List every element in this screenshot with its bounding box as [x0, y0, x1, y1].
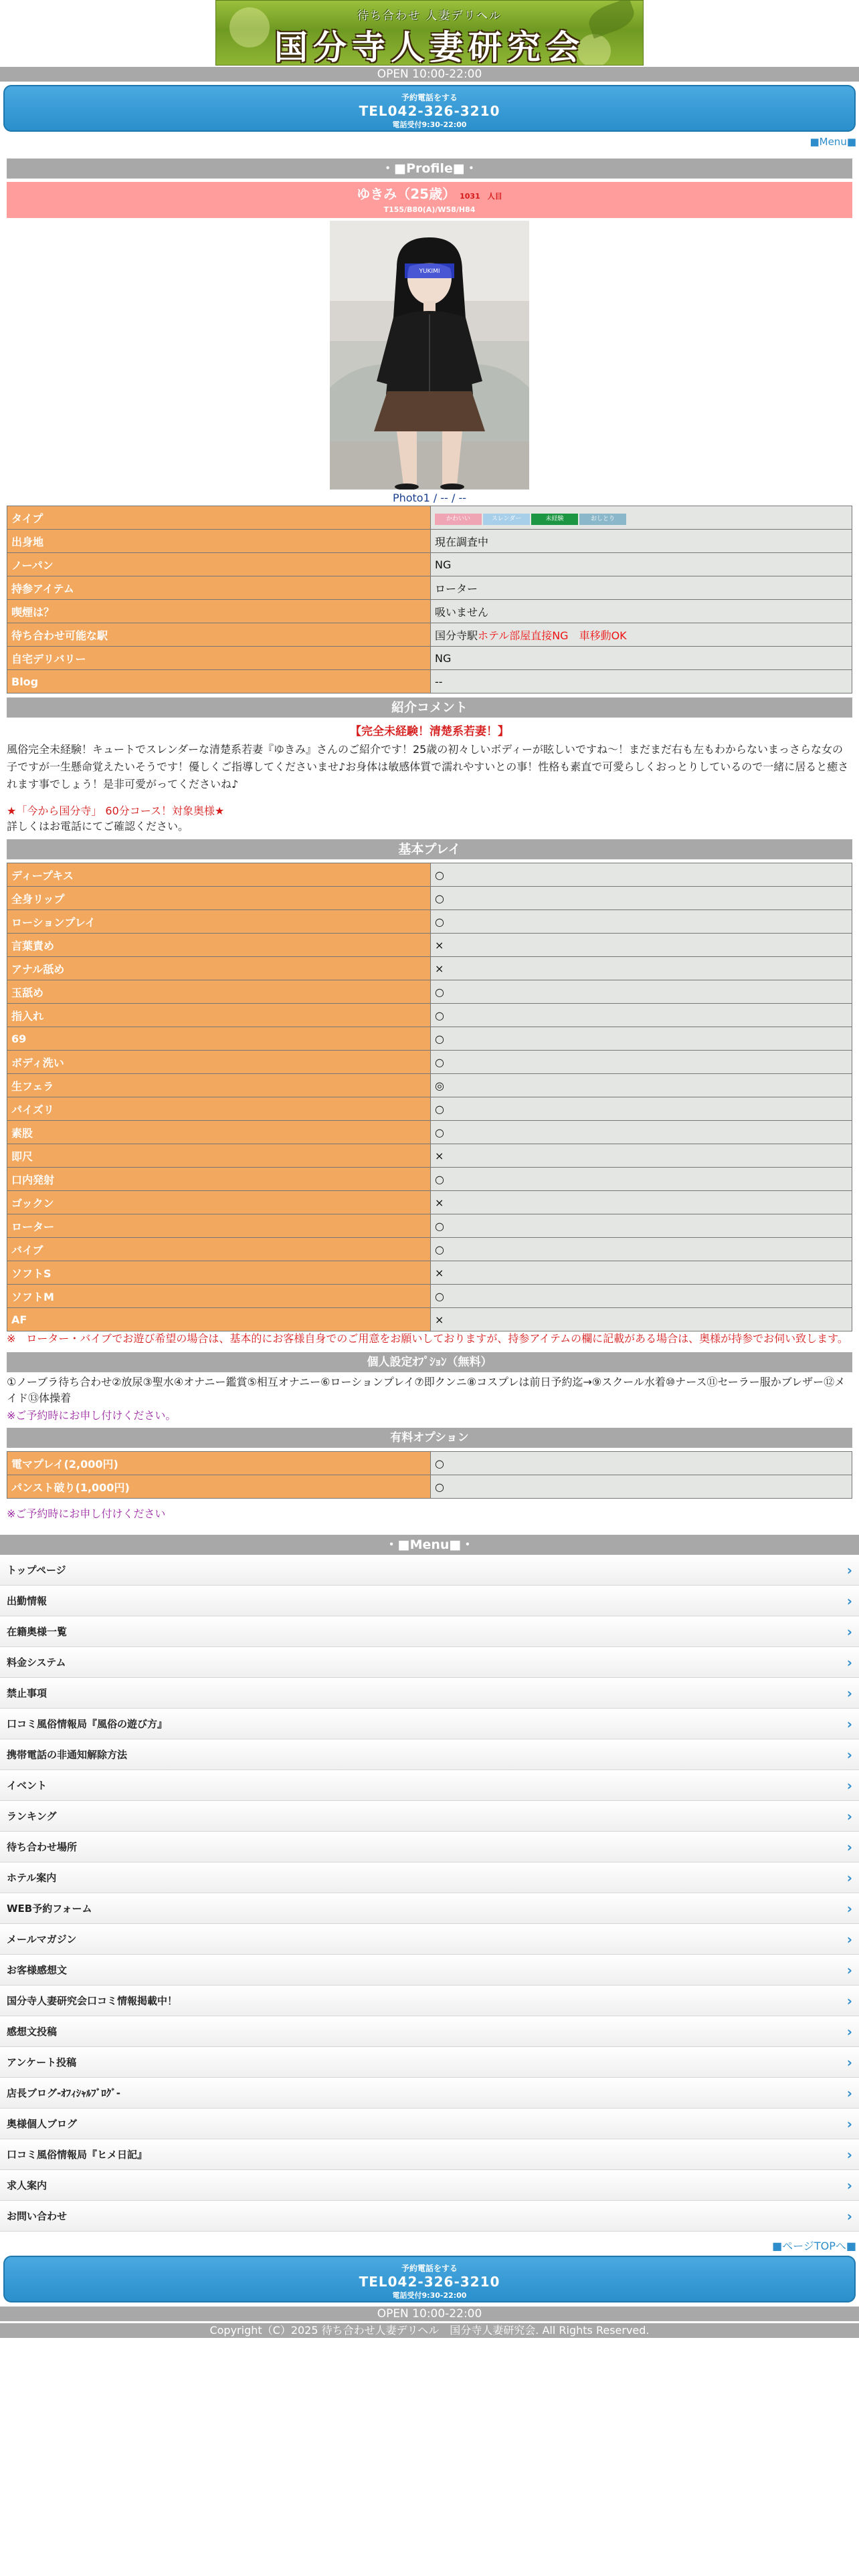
row-value-text: NG [435, 651, 452, 665]
menu-item[interactable] [0, 1586, 859, 1616]
paid-options-header: 有料オプション [7, 1428, 852, 1448]
menu-item-label: ランキング [7, 1810, 57, 1822]
table-row [7, 1191, 852, 1214]
menu-item-label: イベント [7, 1780, 47, 1792]
type-badge: 未経験 [531, 514, 578, 525]
row-value [431, 934, 852, 957]
profile-photo[interactable] [330, 221, 529, 490]
row-value [431, 1051, 852, 1074]
row-label: 出身地 [7, 530, 431, 553]
row-value-text: ○ [435, 1032, 444, 1045]
menu-header: ・■Menu■・ [0, 1535, 859, 1555]
photo-link-3[interactable]: -- [458, 492, 467, 504]
table-row [7, 980, 852, 1004]
row-value-text: 国分寺駅 [435, 629, 478, 642]
chevron-right-icon: › [846, 1562, 852, 1578]
row-value [431, 576, 852, 600]
table-row [7, 1261, 852, 1285]
chevron-right-icon: › [846, 1593, 852, 1609]
row-label: 待ち合わせ可能な駅 [7, 623, 431, 647]
chevron-right-icon: › [846, 2208, 852, 2224]
chevron-right-icon: › [846, 1747, 852, 1763]
row-label: バイブ [7, 1238, 431, 1261]
chevron-right-icon: › [846, 2054, 852, 2070]
row-value-text: × [435, 1149, 444, 1162]
table-row [7, 957, 852, 980]
row-label: パイズリ [7, 1097, 431, 1121]
menu-item-label: 携帯電話の非通知解除方法 [7, 1749, 128, 1761]
chevron-right-icon: › [846, 1685, 852, 1701]
menu-item[interactable] [0, 1832, 859, 1862]
row-label: 69 [7, 1027, 431, 1051]
row-value [431, 1004, 852, 1027]
chevron-right-icon: › [846, 1654, 852, 1671]
row-label: パンスト破り(1,000円) [7, 1475, 431, 1499]
row-label: AF [7, 1308, 431, 1331]
row-value-text: ○ [435, 1457, 444, 1470]
row-value [431, 553, 852, 576]
row-label: アナル舐め [7, 957, 431, 980]
intro-body: 風俗完全未経験！キュートでスレンダーな清楚系若妻『ゆきみ』さんのご紹介です！25歳の初々しいボディーが眩しいですね～！まだまだ右も左もわからないまっさらな女の子ですが一生懸命覚えたいそうです！優しくご指導してくださいませ♪お身体は敏感体質で濡れやすいとの事！性格も素直で可愛らしくおっとりしているので一緒に居ると癒されます事でしょう！是非可愛がってくださいね♪ [7, 743, 849, 790]
menu-item[interactable] [0, 1924, 859, 1955]
row-value [431, 1121, 852, 1144]
profile-spec-table [7, 506, 852, 693]
table-row [7, 1308, 852, 1331]
menu-item-label: 店長ブログ-ｵﾌｨｼｬﾙﾌﾞﾛｸﾞ- [7, 2087, 120, 2099]
paid-options-note: ※ご予約時にお申し付けください [7, 1507, 166, 1520]
menu-item-label: 出勤情報 [7, 1595, 47, 1607]
chevron-right-icon: › [846, 1716, 852, 1732]
chevron-right-icon: › [846, 1808, 852, 1824]
row-value [431, 1452, 852, 1475]
campaign-text: ★「今から国分寺」 60分コース！対象奥様★ [7, 804, 225, 817]
row-value-text: ○ [435, 1243, 444, 1256]
menu-item[interactable] [0, 1678, 859, 1709]
row-label: 全身リップ [7, 887, 431, 910]
row-value-text: ○ [435, 868, 444, 881]
row-value-text: 吸いません [435, 605, 489, 619]
menu-item[interactable] [0, 1709, 859, 1739]
row-value-text: ○ [435, 1219, 444, 1232]
row-value-text: ○ [435, 891, 444, 905]
row-value [431, 1285, 852, 1308]
chevron-right-icon: › [846, 1778, 852, 1794]
table-row [7, 887, 852, 910]
row-label: ボディ洗い [7, 1051, 431, 1074]
menu-item[interactable] [0, 1955, 859, 1985]
row-value [431, 1027, 852, 1051]
row-value [431, 670, 852, 693]
row-label: 玉舐め [7, 980, 431, 1004]
row-value-text: 現在調査中 [435, 535, 489, 548]
photo-nav-separator: / [433, 492, 438, 504]
row-label: 指入れ [7, 1004, 431, 1027]
profile-count: 1031 人目 [460, 192, 502, 201]
row-label: ローションプレイ [7, 910, 431, 934]
table-row [7, 1051, 852, 1074]
row-value-text: ○ [435, 915, 444, 928]
row-value-note: ホテル部屋直接NG 車移動OK [478, 629, 627, 642]
menu-item-label: アンケート投稿 [7, 2056, 77, 2068]
row-label: Blog [7, 670, 431, 693]
table-row [7, 934, 852, 957]
menu-item-label: 口コミ風俗情報局『風俗の遊び方』 [7, 1718, 168, 1730]
banner-title: 国分寺人妻研究会 [274, 27, 585, 66]
row-label: ゴックン [7, 1191, 431, 1214]
row-value [431, 506, 852, 530]
tel-button-bottom[interactable] [3, 2256, 856, 2302]
type-badge: スレンダー [483, 514, 530, 525]
page-top-link[interactable]: ■ページTOPへ■ [772, 2240, 856, 2252]
table-row [7, 553, 852, 576]
table-row [7, 506, 852, 530]
row-label: タイプ [7, 506, 431, 530]
tel-number: TEL042-326-3210 [359, 103, 500, 119]
row-value [431, 1074, 852, 1097]
row-value [431, 1144, 852, 1168]
row-value [431, 530, 852, 553]
chevron-right-icon: › [846, 1624, 852, 1640]
menu-item[interactable] [0, 1770, 859, 1801]
row-value-text: ◎ [435, 1079, 444, 1092]
row-value-text: ○ [435, 1008, 444, 1022]
row-value-text: ○ [435, 1289, 444, 1303]
menu-item-label: トップページ [7, 1564, 66, 1576]
banner-subtitle: 待ち合わせ 人妻デリヘル [357, 9, 502, 23]
tel-hours: 電話受付9:30-22:00 [392, 120, 467, 129]
type-badge: おしとり [579, 514, 626, 525]
row-value [431, 623, 852, 647]
table-row [7, 1027, 852, 1051]
table-row [7, 1452, 852, 1475]
type-badge: かわいい [435, 514, 482, 525]
chevron-right-icon: › [846, 1931, 852, 1947]
table-row [7, 1004, 852, 1027]
row-label: 即尺 [7, 1144, 431, 1168]
row-value-text: ○ [435, 1125, 444, 1139]
menu-item[interactable] [0, 1862, 859, 1893]
row-value [431, 647, 852, 670]
table-row [7, 670, 852, 693]
row-value [431, 910, 852, 934]
row-value-text: ○ [435, 1102, 444, 1115]
svg-text:YUKIMI: YUKIMI [419, 268, 440, 275]
row-value-text: ○ [435, 985, 444, 998]
basic-play-table [7, 863, 852, 1331]
table-row [7, 1121, 852, 1144]
profile-name: ゆきみ（25歳） [357, 186, 456, 202]
menu-item-label: メールマガジン [7, 1933, 77, 1945]
basic-play-header: 基本プレイ [7, 839, 852, 859]
row-label: 電マプレイ(2,000円) [7, 1452, 431, 1475]
intro-header: 紹介コメント [7, 697, 852, 718]
row-value [431, 1097, 852, 1121]
row-label: 言葉責め [7, 934, 431, 957]
chevron-right-icon: › [846, 1962, 852, 1978]
row-label: ローター [7, 1214, 431, 1238]
personal-options-text: ①ノーブラ待ち合わせ②放尿③聖水④オナニー鑑賞⑤相互オナニー⑥ローションプレイ⑦即クンニ⑧コスプレは前日予約迄→⑨スクール水着⑩ナース⑪セーラー服かブレザー⑫メイド⑬体操着 [7, 1376, 846, 1404]
row-value-text: ○ [435, 1055, 444, 1069]
table-row [7, 863, 852, 887]
menu-item[interactable] [0, 1555, 859, 1586]
row-value-text: × [435, 962, 444, 975]
row-label: 生フェラ [7, 1074, 431, 1097]
row-value-text: × [435, 1313, 444, 1326]
site-banner-logo[interactable] [215, 0, 644, 66]
menu-item-label: 奥様個人ブログ [7, 2118, 78, 2130]
chevron-right-icon: › [846, 2085, 852, 2101]
menu-item[interactable] [0, 2170, 859, 2201]
row-value [431, 1168, 852, 1191]
row-value [431, 863, 852, 887]
type-badges [435, 510, 628, 523]
row-label: ソフトS [7, 1261, 431, 1285]
paid-options-table [7, 1451, 852, 1499]
menu-item-label: 待ち合わせ場所 [7, 1841, 78, 1853]
table-row [7, 1097, 852, 1121]
table-row [7, 1214, 852, 1238]
basic-play-note: ※ ローター・バイブでお遊び希望の場合は、基本的にお客様自身でのご用意をお願いしておりますが、持参アイテムの欄に記載がある場合は、奥様が持参でお伺い致します。 [7, 1332, 848, 1345]
detail-text: 詳しくはお電話にてご確認ください。 [7, 820, 189, 833]
row-value [431, 600, 852, 623]
menu-item[interactable] [0, 2109, 859, 2139]
profile-measurements: T155/B80(A)/W58/H84 [383, 205, 476, 214]
table-row [7, 1475, 852, 1499]
woman-photo-illustration [330, 221, 529, 490]
row-value-text: ○ [435, 1172, 444, 1186]
row-value [431, 887, 852, 910]
menu-item-label: 求人案内 [7, 2179, 47, 2191]
menu-item[interactable] [0, 1893, 859, 1924]
photo-link-1[interactable]: Photo1 [392, 492, 430, 504]
menu-item[interactable] [0, 2078, 859, 2109]
row-value [431, 1308, 852, 1331]
table-row [7, 600, 852, 623]
main-menu [0, 1535, 859, 2232]
table-row [7, 1074, 852, 1097]
menu-item[interactable] [0, 1985, 859, 2016]
menu-item-label: 在籍奥様一覧 [7, 1626, 68, 1638]
tel-number: TEL042-326-3210 [359, 2274, 500, 2290]
menu-item-label: お客様感想文 [7, 1964, 68, 1976]
menu-item[interactable] [0, 2139, 859, 2170]
table-row [7, 647, 852, 670]
row-value [431, 980, 852, 1004]
copyright: Copyright（C）2025 待ち合わせ人妻デリヘル 国分寺人妻研究会. All Rights Reserved. [0, 2323, 859, 2338]
menu-item-label: ホテル案内 [7, 1872, 57, 1884]
menu-item-label: 国分寺人妻研究会口コミ情報掲載中！ [7, 1995, 178, 2007]
menu-item[interactable] [0, 2201, 859, 2232]
row-value-text: × [435, 938, 444, 952]
chevron-right-icon: › [846, 2116, 852, 2132]
chevron-right-icon: › [846, 1870, 852, 1886]
row-value [431, 1475, 852, 1499]
chevron-right-icon: › [846, 2147, 852, 2163]
photo-link-2[interactable]: -- [440, 492, 448, 504]
menu-item[interactable] [0, 1616, 859, 1647]
profile-header: ・■Profile■・ [7, 158, 852, 179]
open-hours-bar: OPEN 10:00-22:00 [0, 67, 859, 82]
menu-item[interactable] [0, 1739, 859, 1770]
table-row [7, 1144, 852, 1168]
row-value [431, 957, 852, 980]
personal-options-header: 個人設定ｵﾌﾟｼｮﾝ（無料） [7, 1352, 852, 1372]
menu-item[interactable] [0, 2016, 859, 2047]
row-value-text: -- [435, 675, 443, 688]
table-row [7, 530, 852, 553]
row-label: ソフトM [7, 1285, 431, 1308]
menu-link[interactable]: ■Menu■ [809, 136, 856, 148]
menu-item[interactable] [0, 1647, 859, 1678]
tel-label: 予約電話をする [401, 93, 458, 102]
chevron-right-icon: › [846, 1901, 852, 1917]
table-row [7, 623, 852, 647]
chevron-right-icon: › [846, 2177, 852, 2193]
menu-item-label: WEB予約フォーム [7, 1903, 92, 1915]
row-label: 持参アイテム [7, 576, 431, 600]
table-row [7, 1285, 852, 1308]
row-value [431, 1238, 852, 1261]
table-row [7, 910, 852, 934]
chevron-right-icon: › [846, 1993, 852, 2009]
row-label: 喫煙は？ [7, 600, 431, 623]
menu-item-label: 料金システム [7, 1656, 66, 1669]
row-value-text: ローター [435, 582, 478, 595]
table-row [7, 1238, 852, 1261]
profile-summary [7, 182, 852, 218]
row-value [431, 1261, 852, 1285]
photo-navigation [0, 492, 859, 504]
menu-item-label: お問い合わせ [7, 2210, 68, 2222]
personal-options-note: ※ご予約時にお申し付けください。 [7, 1409, 177, 1422]
menu-item-label: 感想文投稿 [7, 2026, 58, 2038]
menu-item[interactable] [0, 2047, 859, 2078]
row-value [431, 1191, 852, 1214]
row-label: ノーパン [7, 553, 431, 576]
row-label: 口内発射 [7, 1168, 431, 1191]
row-label: ディープキス [7, 863, 431, 887]
row-value-text: × [435, 1266, 444, 1279]
row-value-text: NG [435, 558, 452, 571]
intro-title: 【完全未経験！清楚系若妻！】 [350, 725, 509, 738]
menu-item-label: 口コミ風俗情報局『ヒメ日記』 [7, 2149, 148, 2161]
table-row [7, 1168, 852, 1191]
row-value [431, 1214, 852, 1238]
menu-item[interactable] [0, 1801, 859, 1832]
tel-button-top[interactable] [3, 85, 856, 132]
menu-item-label: 禁止事項 [7, 1687, 47, 1699]
tel-label: 予約電話をする [401, 2264, 458, 2273]
row-value-text: × [435, 1196, 444, 1209]
row-label: 素股 [7, 1121, 431, 1144]
table-row [7, 576, 852, 600]
row-label: 自宅デリバリー [7, 647, 431, 670]
chevron-right-icon: › [846, 2024, 852, 2040]
open-hours-bar-bottom: OPEN 10:00-22:00 [0, 2306, 859, 2321]
photo-nav-separator: / [452, 492, 456, 504]
tel-hours: 電話受付9:30-22:00 [392, 2291, 467, 2300]
row-value-text: ○ [435, 1480, 444, 1493]
chevron-right-icon: › [846, 1839, 852, 1855]
